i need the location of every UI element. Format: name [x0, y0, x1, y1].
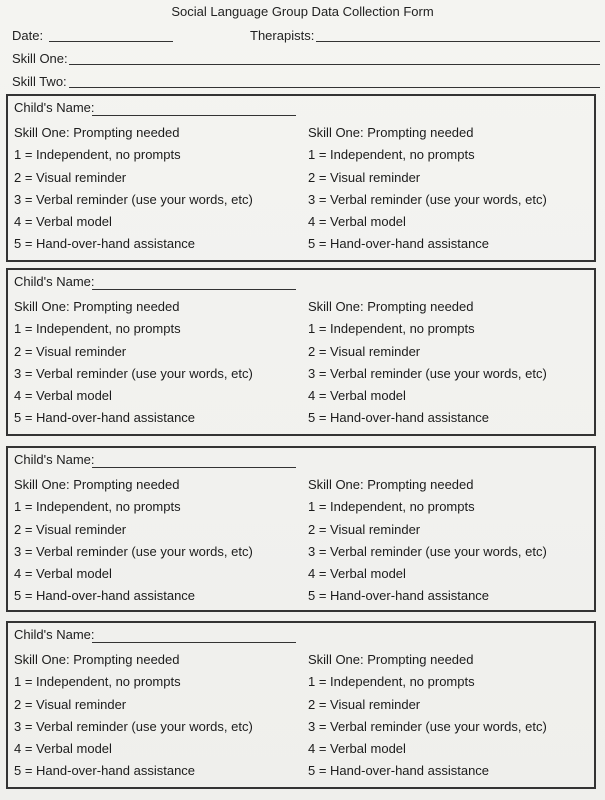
prompt-level-2: 2 = Visual reminder — [308, 696, 421, 712]
skill-one-field[interactable] — [69, 64, 600, 65]
prompt-level-2: 2 = Visual reminder — [14, 696, 127, 712]
date-field[interactable] — [49, 41, 173, 42]
prompt-level-4: 4 = Verbal model — [308, 214, 406, 230]
prompt-level-2: 2 = Visual reminder — [308, 521, 421, 537]
skill-two-label: Skill Two: — [12, 74, 67, 89]
skill-column-right — [308, 474, 547, 608]
child-name-field[interactable] — [92, 467, 296, 468]
skill-column-right — [308, 296, 547, 430]
prompt-level-3: 3 = Verbal reminder (use your words, etc) — [14, 191, 253, 207]
skill-heading: Skill One: Prompting needed — [14, 477, 180, 492]
skill-two-field[interactable] — [69, 87, 600, 88]
prompt-level-2: 2 = Visual reminder — [14, 521, 127, 537]
prompt-level-3: 3 = Verbal reminder (use your words, etc) — [308, 718, 547, 734]
skill-one-label: Skill One: — [12, 51, 68, 66]
prompt-level-4: 4 = Verbal model — [14, 388, 112, 404]
skill-heading: Skill One: Prompting needed — [308, 125, 474, 140]
skill-heading: Skill One: Prompting needed — [14, 652, 180, 667]
child-name-label: Child's Name: — [14, 274, 95, 289]
child-name-label: Child's Name: — [14, 627, 95, 642]
prompt-level-3: 3 = Verbal reminder (use your words, etc) — [308, 191, 547, 207]
prompt-level-4: 4 = Verbal model — [308, 741, 406, 757]
child-block — [6, 268, 596, 436]
prompt-level-4: 4 = Verbal model — [14, 214, 112, 230]
child-block — [6, 621, 596, 789]
prompt-level-1: 1 = Independent, no prompts — [14, 147, 181, 163]
prompt-level-2: 2 = Visual reminder — [308, 343, 421, 359]
therapists-label: Therapists: — [250, 28, 315, 43]
skill-heading: Skill One: Prompting needed — [14, 299, 180, 314]
child-block — [6, 446, 596, 612]
prompt-level-5: 5 = Hand-over-hand assistance — [308, 236, 490, 252]
prompt-level-3: 3 = Verbal reminder (use your words, etc) — [308, 543, 547, 559]
prompt-level-5: 5 = Hand-over-hand assistance — [308, 410, 490, 426]
prompt-level-2: 2 = Visual reminder — [308, 169, 421, 185]
prompt-level-1: 1 = Independent, no prompts — [308, 321, 475, 337]
child-name-field[interactable] — [92, 289, 296, 290]
form-title: Social Language Group Data Collection Form — [171, 4, 434, 19]
prompt-level-2: 2 = Visual reminder — [14, 169, 127, 185]
skill-column-left — [14, 474, 253, 608]
prompt-level-5: 5 = Hand-over-hand assistance — [308, 763, 490, 779]
date-label: Date: — [12, 28, 44, 43]
prompt-level-4: 4 = Verbal model — [14, 741, 112, 757]
prompt-level-5: 5 = Hand-over-hand assistance — [308, 588, 490, 604]
skill-column-right — [308, 649, 547, 783]
prompt-level-4: 4 = Verbal model — [14, 566, 112, 582]
prompt-level-5: 5 = Hand-over-hand assistance — [14, 763, 196, 779]
prompt-level-1: 1 = Independent, no prompts — [308, 147, 475, 163]
prompt-level-3: 3 = Verbal reminder (use your words, etc) — [14, 543, 253, 559]
prompt-level-5: 5 = Hand-over-hand assistance — [14, 236, 196, 252]
child-block — [6, 94, 596, 262]
child-name-label: Child's Name: — [14, 100, 95, 115]
skill-heading: Skill One: Prompting needed — [308, 477, 474, 492]
prompt-level-5: 5 = Hand-over-hand assistance — [14, 410, 196, 426]
skill-column-right — [308, 122, 547, 256]
skill-heading: Skill One: Prompting needed — [14, 125, 180, 140]
skill-heading: Skill One: Prompting needed — [308, 299, 474, 314]
prompt-level-3: 3 = Verbal reminder (use your words, etc) — [308, 365, 547, 381]
child-name-field[interactable] — [92, 642, 296, 643]
prompt-level-1: 1 = Independent, no prompts — [308, 674, 475, 690]
prompt-level-3: 3 = Verbal reminder (use your words, etc) — [14, 718, 253, 734]
skill-column-left — [14, 649, 253, 783]
prompt-level-1: 1 = Independent, no prompts — [308, 499, 475, 515]
prompt-level-1: 1 = Independent, no prompts — [14, 674, 181, 690]
child-name-label: Child's Name: — [14, 452, 95, 467]
prompt-level-4: 4 = Verbal model — [308, 566, 406, 582]
prompt-level-3: 3 = Verbal reminder (use your words, etc) — [14, 365, 253, 381]
therapists-field[interactable] — [316, 41, 600, 42]
prompt-level-1: 1 = Independent, no prompts — [14, 499, 181, 515]
prompt-level-4: 4 = Verbal model — [308, 388, 406, 404]
skill-heading: Skill One: Prompting needed — [308, 652, 474, 667]
prompt-level-1: 1 = Independent, no prompts — [14, 321, 181, 337]
skill-column-left — [14, 296, 253, 430]
prompt-level-5: 5 = Hand-over-hand assistance — [14, 588, 196, 604]
child-name-field[interactable] — [92, 115, 296, 116]
skill-column-left — [14, 122, 253, 256]
prompt-level-2: 2 = Visual reminder — [14, 343, 127, 359]
